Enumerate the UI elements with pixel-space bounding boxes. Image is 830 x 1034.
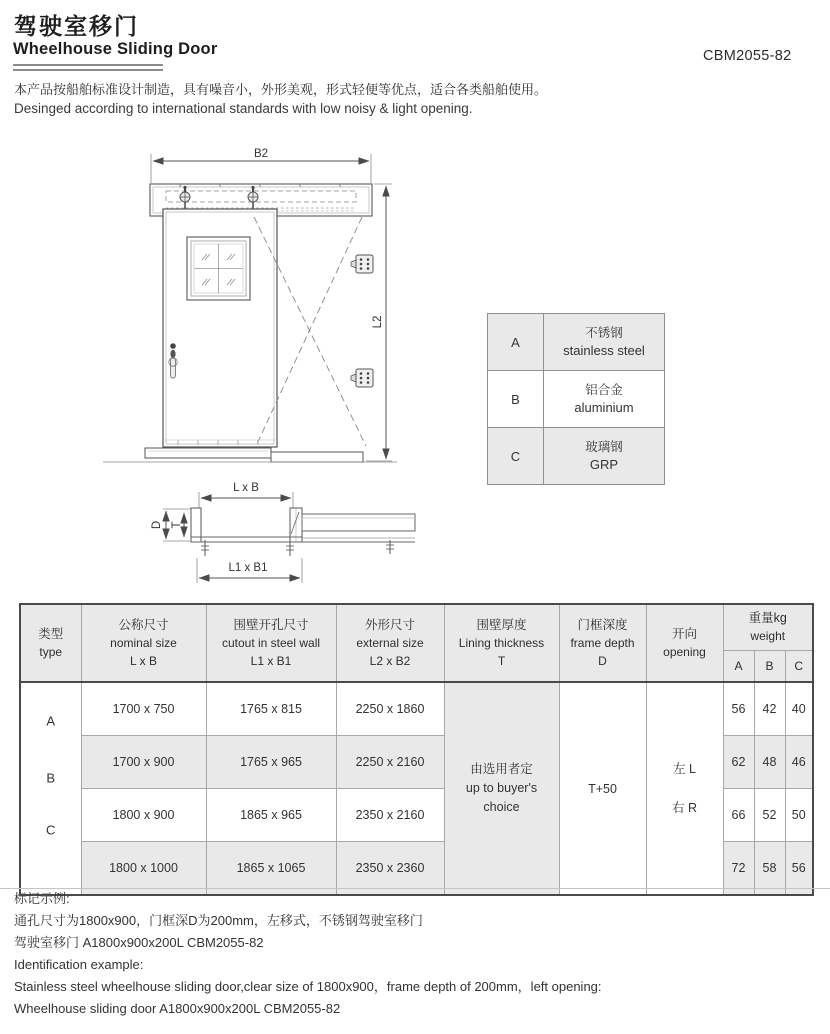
col-header-weight: 重量kg weight [723,604,813,651]
material-code: A [488,314,544,371]
material-name: 玻璃钢 GRP [544,428,665,485]
dim-label-l2: L2 [372,315,384,329]
col-header-opening: 开向 opening [646,604,723,682]
type-column-cell: A B C [20,682,81,895]
col-header-frame-depth: 门框深度 frame depth D [559,604,646,682]
weight-a-value: 66 [723,789,754,842]
weight-a-value: 72 [723,842,754,896]
table-row [488,314,665,371]
external-size-value: 2350 x 2360 [336,842,444,896]
material-name: 铝合金 aluminium [544,371,665,428]
weight-c-value: 50 [785,789,813,842]
product-code: CBM2055-82 [703,48,792,64]
cutout-value: 1865 x 965 [206,789,336,842]
spec-table-container [19,603,814,896]
identification-example [14,892,602,1024]
material-code: B [488,371,544,428]
lining-thickness-cell: 由选用者定 up to buyer's choice [444,682,559,895]
example-line-en: Wheelhouse sliding door A1800x900x200L CBM2055-82 [14,1000,341,1016]
page-title-zh: 驾驶室移门 [14,13,139,39]
frame-depth-cell: T+50 [559,682,646,895]
nominal-size-value: 1700 x 750 [81,682,206,736]
external-size-value: 2350 x 2160 [336,789,444,842]
weight-a-value: 56 [723,682,754,736]
dim-label-t: T [171,521,183,529]
weight-c-value: 56 [785,842,813,896]
dim-label-d: D [151,520,163,530]
weight-a-value: 62 [723,736,754,789]
table-row [488,428,665,485]
weight-b-value: 42 [754,682,785,736]
weight-c-value: 46 [785,736,813,789]
dim-label-b2: B2 [253,148,269,160]
front-view-drawing [103,148,397,462]
table-row [488,371,665,428]
col-header-cutout: 围壁开孔尺寸 cutout in steel wall L1 x B1 [206,604,336,682]
example-title-zh: 标记示例: [14,891,70,906]
col-header-nominal-size: 公称尺寸 nominal size L x B [81,604,206,682]
description-zh: 本产品按船舶标准设计制造，具有噪音小，外形美观，形式轻便等优点，适合各类船舶使用。 [14,82,548,97]
table-row [20,682,813,736]
col-header-type: 类型 type [20,604,81,682]
dim-label-lxb: L x B [233,482,259,494]
wall-bracket-upper [351,255,373,273]
weight-b-value: 58 [754,842,785,896]
col-header-lining-thickness: 围壁厚度 Lining thickness T [444,604,559,682]
example-title-en: Identification example: [14,956,144,972]
weight-b-value: 48 [754,736,785,789]
external-size-value: 2250 x 2160 [336,736,444,789]
cutout-value: 1765 x 815 [206,682,336,736]
col-header-weight-b: B [754,651,785,683]
material-legend-table [487,313,665,485]
nominal-size-value: 1800 x 1000 [81,842,206,896]
example-line-en: Stainless steel wheelhouse sliding door,clear size of 1800x900，frame depth of 200mm，left opening: [14,978,602,994]
spec-table [19,603,814,896]
example-line-zh: 驾驶室移门 A1800x900x200L CBM2055-82 [14,934,264,950]
weight-c-value: 40 [785,682,813,736]
door-window [187,237,250,300]
material-code: C [488,428,544,485]
section-view-drawing [151,482,415,583]
page-title-en: Wheelhouse Sliding Door [13,40,218,58]
footer-separator-line [0,888,830,889]
col-header-weight-c: C [785,651,813,683]
nominal-size-value: 1800 x 900 [81,789,206,842]
col-header-weight-a: A [723,651,754,683]
description-en: Desinged according to international standards with low noisy & light opening. [14,101,473,116]
wall-bracket-lower [351,369,373,387]
external-size-value: 2250 x 1860 [336,682,444,736]
cutout-value: 1865 x 1065 [206,842,336,896]
weight-b-value: 52 [754,789,785,842]
opening-cell: 左 L 右 R [646,682,723,895]
cutout-value: 1765 x 965 [206,736,336,789]
nominal-size-value: 1700 x 900 [81,736,206,789]
col-header-external-size: 外形尺寸 external size L2 x B2 [336,604,444,682]
dim-label-l1xb1: L1 x B1 [228,562,268,574]
example-line-zh: 通孔尺寸为1800x900，门框深D为200mm，左移式，不锈钢驾驶室移门 [14,912,423,928]
material-name: 不锈钢 stainless steel [544,314,665,371]
